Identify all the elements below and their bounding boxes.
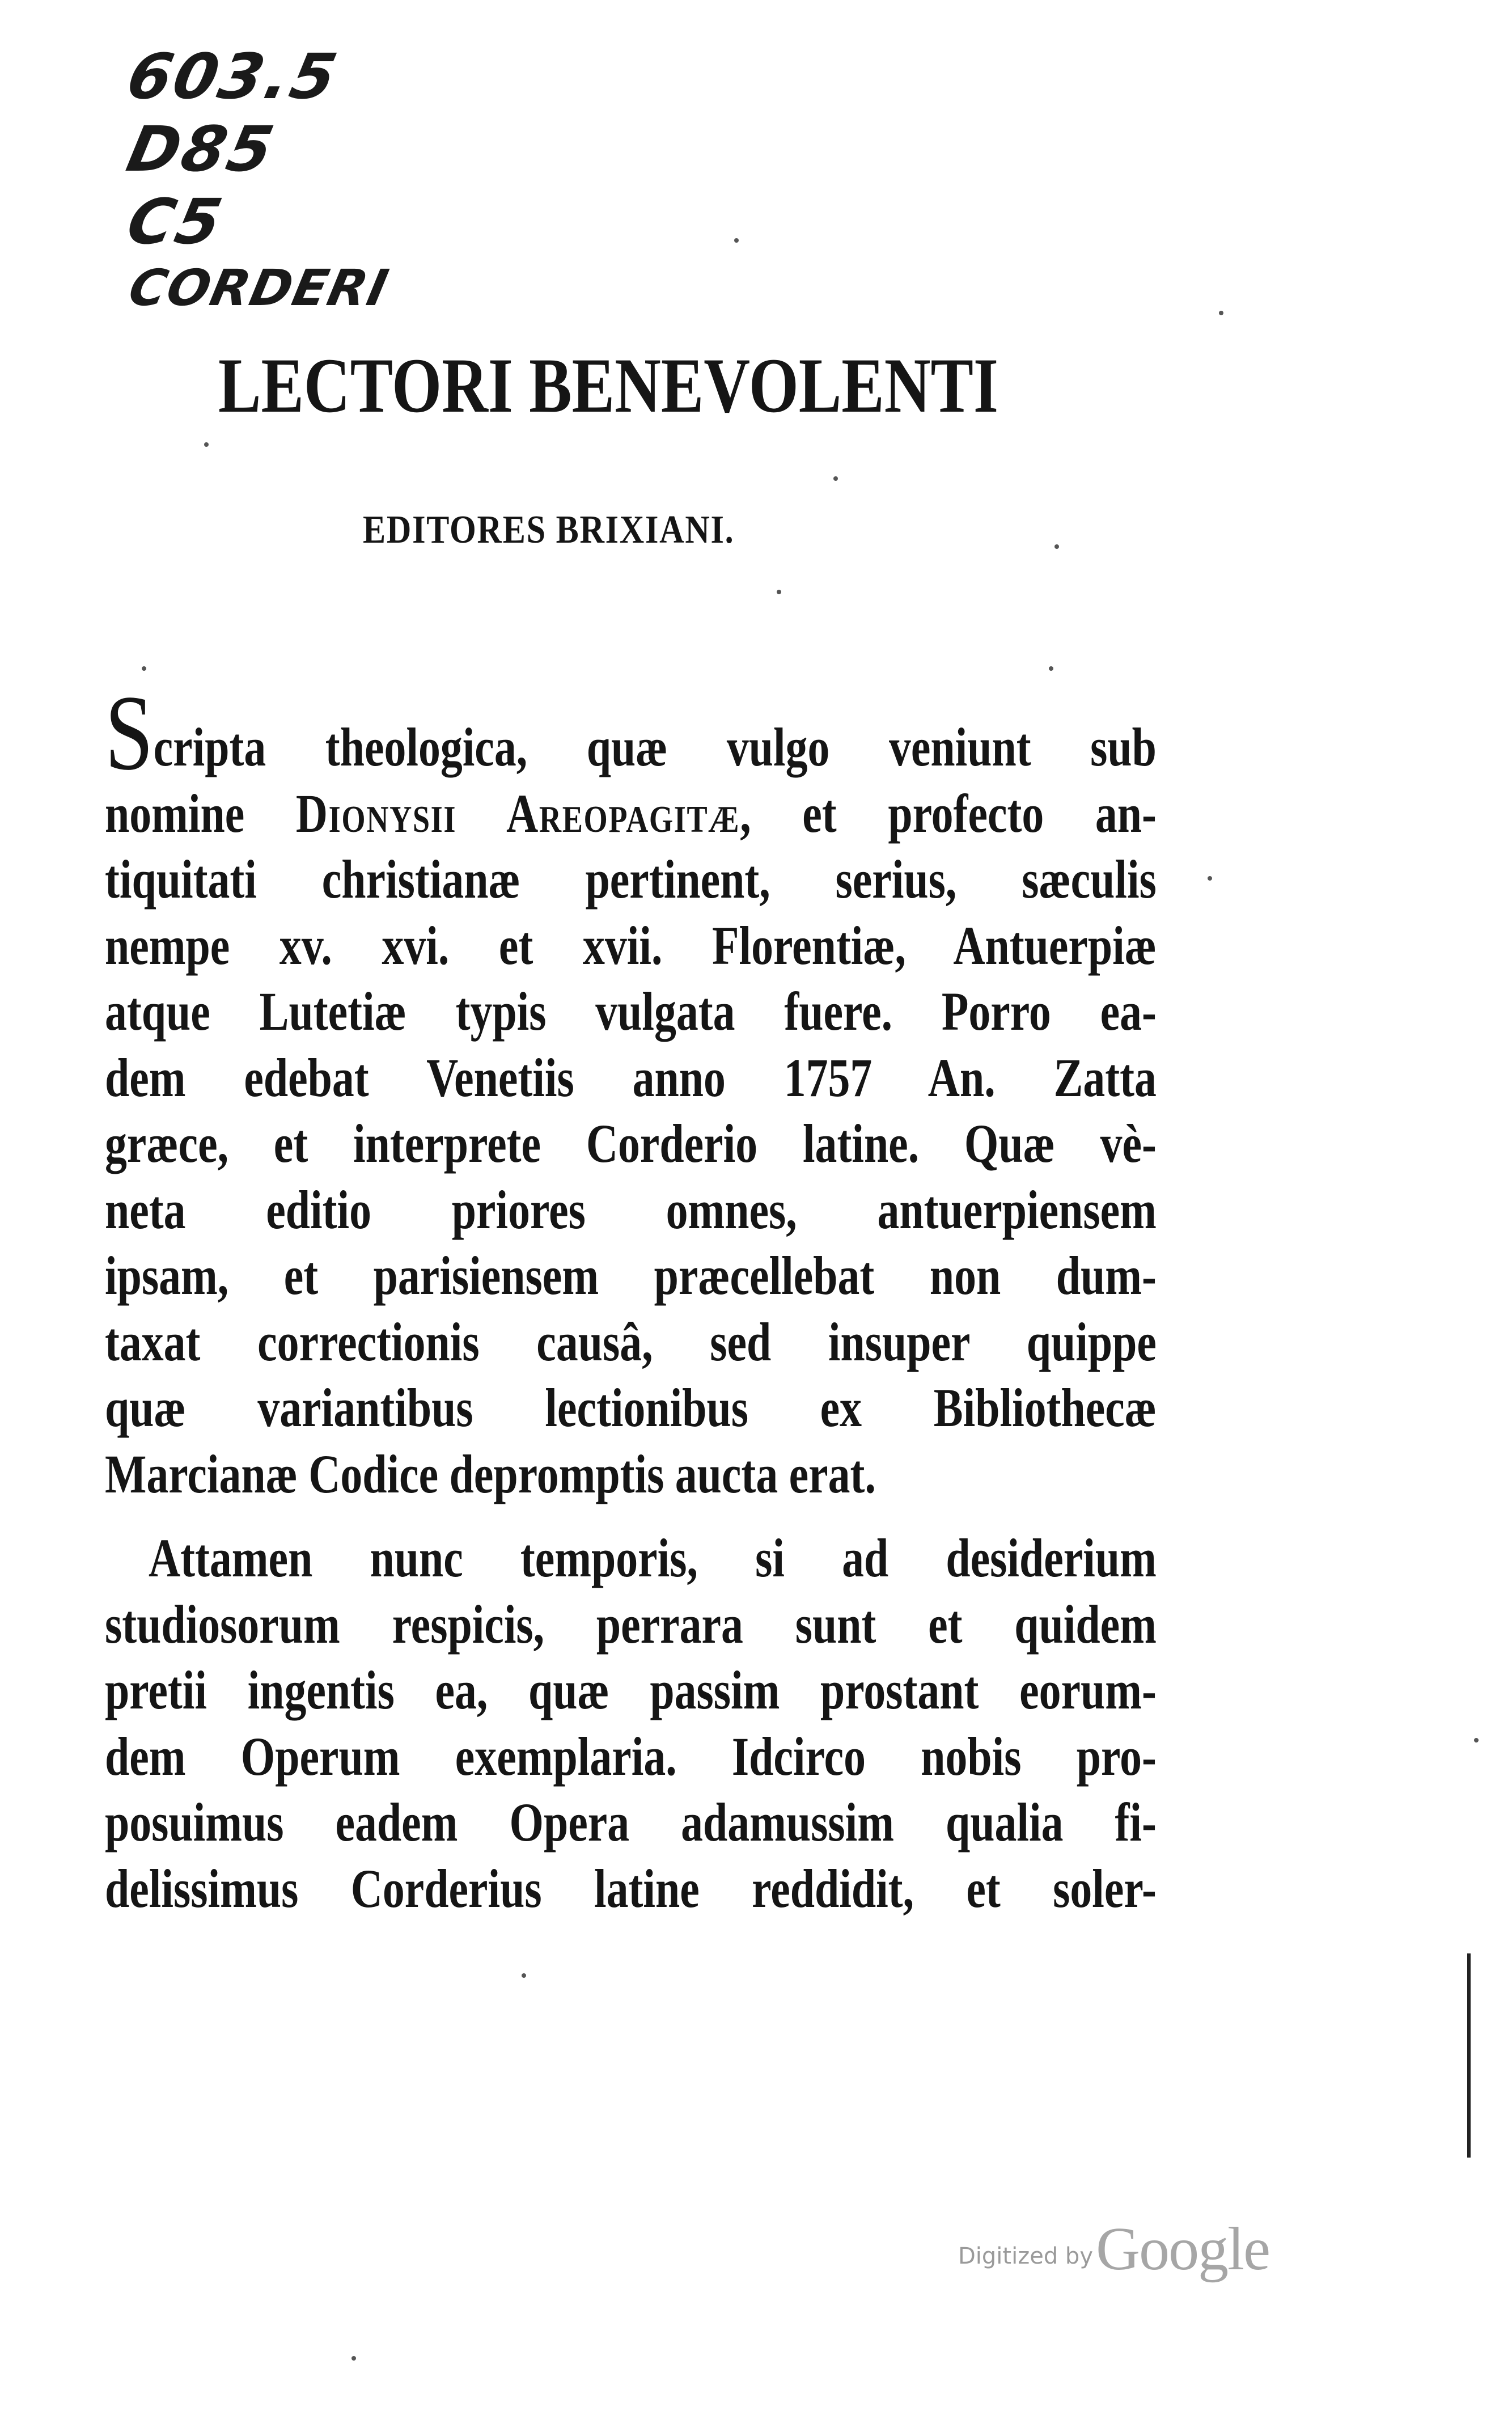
margin-mark [1467,1953,1471,2158]
shelf-mark-line: D85 [121,113,282,185]
text-line: græce, et interprete Corderio latine. Quæ vè- [105,1113,1157,1174]
text-line: studiosorum respicis, perrara sunt et quidem [105,1593,1157,1655]
text-fragment: , et profecto an- [740,783,1157,844]
text-line: nempe xv. xvi. et xvii. Florentiæ, Antuerpiæ [105,915,1157,976]
shelf-mark-line: 603.5 [121,40,345,113]
paper-speck [734,238,739,243]
text-fragment: nomine [105,783,296,844]
paper-speck [351,2356,356,2361]
page-title: LECTORI BENEVOLENTI [218,342,998,429]
watermark-prefix: Digitized by [958,2243,1093,2269]
text-line: ipsam, et parisiensem præcellebat non dum- [105,1245,1157,1306]
text-line: Attamen nunc temporis, si ad desiderium [148,1528,1157,1588]
shelf-mark-line: C5 [121,185,230,258]
text-line: dem Operum exemplaria. Idcirco nobis pro- [105,1725,1157,1787]
text-fragment: cripta theologica, quæ vulgo veniunt sub [153,717,1157,777]
text-line: delissimus Corderius latine reddidit, et soler- [105,1858,1157,1919]
text-line: neta editio priores omnes, antuerpiensem [105,1179,1157,1240]
shelf-mark-line: CORDERI [124,259,395,317]
text-line: taxat correctionis causâ, sed insuper quippe [105,1311,1157,1372]
digitized-watermark [958,2214,1269,2285]
text-line: posuimus eadem Opera adamussim qualia fi- [105,1792,1157,1853]
handwritten-shelf-mark [121,40,395,336]
paper-speck [1049,666,1053,671]
text-line [105,781,1157,847]
paper-speck [142,666,146,671]
author-name: Dionysii Areopagitæ [295,783,740,844]
paper-speck [522,1973,526,1978]
text-line: pretii ingentis ea, quæ passim prostant eorum- [105,1660,1157,1720]
text-line: quæ variantibus lectionibus ex Bibliothecæ [105,1377,1157,1438]
text-line: tiquitati christianæ pertinent, serius, sæculis [105,849,1157,910]
page-subtitle: EDITORES BRIXIANI. [363,508,735,552]
text-line: Marcianæ Codice depromptis aucta erat. [105,1443,876,1504]
google-logo: Google [1096,2215,1270,2283]
drop-cap: S [105,674,154,793]
text-line [105,674,1157,793]
text-line: dem edebat Venetiis anno 1757 An. Zatta [105,1047,1157,1108]
paper-speck [1474,1738,1479,1742]
paper-speck [204,442,209,447]
paper-speck [833,476,838,481]
text-line: atque Lutetiæ typis vulgata fuere. Porro ea- [105,981,1157,1042]
paper-speck [777,590,781,594]
paper-speck [1219,311,1223,315]
body-text [105,674,1157,1922]
paper-speck [1054,544,1059,549]
paper-speck [1208,876,1212,881]
